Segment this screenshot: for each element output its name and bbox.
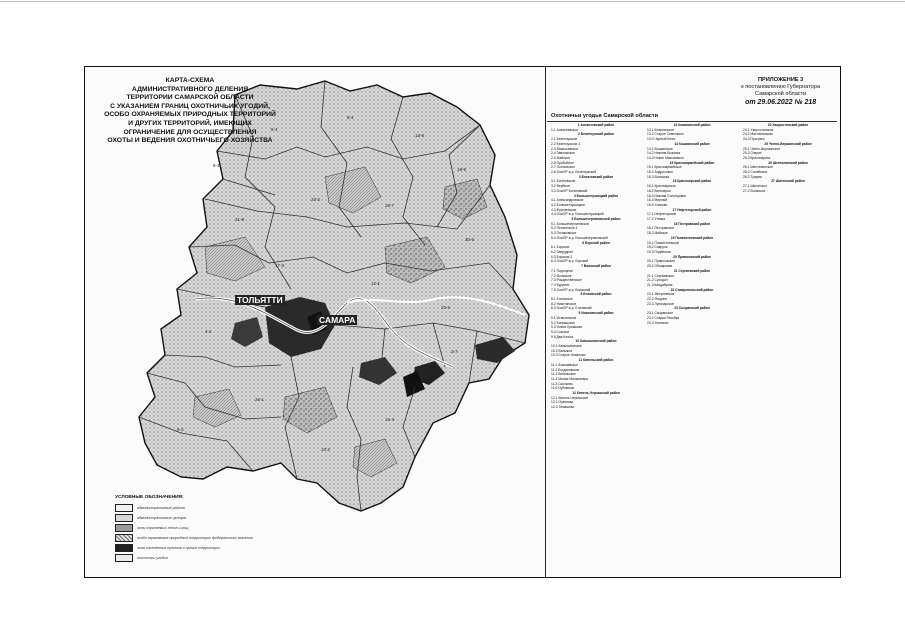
district-code-label[interactable]: 19-5 <box>457 167 467 172</box>
district-code-label[interactable]: 3-7 <box>451 349 458 354</box>
hunting-ground-item: 8-2 Никитинское <box>551 301 577 306</box>
district-code-label[interactable]: 10-2 <box>321 447 331 452</box>
district-header: 16 Красноярский район <box>672 179 712 184</box>
legend-item <box>115 513 305 523</box>
hunting-ground-item: 27-2 Волжское <box>743 188 766 193</box>
district-header: 23 Сызранский район <box>674 306 710 311</box>
hunting-column <box>647 123 737 325</box>
hunting-ground-item: 2-4 Заволжское <box>551 151 575 156</box>
hunting-ground-item: 13-3 Черный Ключ <box>647 137 676 142</box>
hunting-ground-item: 21-1 Сергиевское <box>647 273 674 278</box>
district-code-label[interactable]: 9-3 <box>177 427 184 432</box>
hunting-ground-item: 9-2 Багряшское <box>551 320 575 325</box>
hunting-column <box>551 123 641 410</box>
hunting-ground-item: 26-3 Туарма <box>743 174 762 179</box>
hunting-ground-item: 7-5 ОоиОР ж.р. Волжский <box>551 287 591 292</box>
district-header: 27 Шигонский район <box>771 179 805 184</box>
district-block <box>551 132 641 174</box>
hunting-ground-item: 25-1 Челно-Вершинское <box>743 146 781 151</box>
district-header: 14 Кошкинский район <box>674 141 710 146</box>
district-header: 10 Камышлинский район <box>575 339 617 344</box>
district-code-label[interactable]: 6-4 <box>271 127 278 132</box>
district-code-label[interactable]: 4-2 <box>205 329 212 334</box>
district-block <box>551 358 641 391</box>
map-pane <box>85 67 546 577</box>
map-title-line: С УКАЗАНИЕМ ГРАНИЦ ОХОТНИЧЬИХ УГОДИЙ, <box>110 102 270 110</box>
hunting-ground-item: 16-2 Белозерки <box>647 188 671 193</box>
legend-label: охотничьи угодья <box>137 556 168 560</box>
hunting-ground-item: 2-6 Прибойное <box>551 160 574 165</box>
hunting-ground-item: 21-3 Кандабулак <box>647 282 673 287</box>
district-header: 4 Большеглушицкий район <box>573 193 619 198</box>
district-header: 5 Большечерниговский район <box>571 217 621 222</box>
hunting-ground-item: 20-1 Приволжское <box>647 259 675 264</box>
map-title-line: ОХОТЫ И ВЕДЕНИЯ ОХОТНИЧЬЕГО ХОЗЯЙСТВА <box>107 137 273 145</box>
legend-label: особо охраняемые природные территории федерального значения <box>137 536 253 540</box>
district-code-label[interactable]: 22-5 <box>441 305 451 310</box>
hunting-ground-item: 3-1 Богатовское <box>551 179 576 184</box>
city-label-samara[interactable]: САМАРА <box>319 315 356 325</box>
district-code-label[interactable]: 26-1 <box>255 397 265 402</box>
hunting-ground-item: 6-1 Борское <box>551 245 570 250</box>
hunting-ground-item: 14-3 Новое Максимкино <box>647 155 684 160</box>
map-title <box>85 77 295 146</box>
hunting-ground-item: 9-3 Новое Ермаково <box>551 325 583 330</box>
district-header: 6 Борский район <box>582 240 610 245</box>
district-code-label[interactable]: 12-1 <box>371 281 381 286</box>
hunting-ground-item: 25-3 Краснояриха <box>743 155 771 160</box>
map-title-line: КАРТА-СХЕМА <box>165 77 215 84</box>
hunting-ground-item: 3-2 Вербное <box>551 184 570 189</box>
district-header: 15 Красноармейский район <box>669 160 715 165</box>
hunting-ground-item: 24-1 Хворостянское <box>743 127 774 132</box>
district-block <box>647 222 737 236</box>
approval-date: от 29.06.2022 № 218 <box>745 99 817 106</box>
approval-stamp <box>741 77 820 106</box>
hunting-ground-item: 10-3 Старое Усманово <box>551 353 586 358</box>
legend-swatch-settlements <box>115 544 133 552</box>
district-code-label[interactable]: 16-4 <box>385 417 395 422</box>
district-block <box>551 175 641 194</box>
city-label-tolyatti[interactable]: ТОЛЬЯТТИ <box>237 295 283 305</box>
map-title-line: ОГРАНИЧЕНИЕ ДЛЯ ОСУЩЕСТВЛЕНИЯ <box>123 128 257 136</box>
district-header: 9 Исаклинский район <box>578 311 614 316</box>
hunting-ground-item: 16-5 Хилково <box>647 202 668 207</box>
hunting-grounds-list <box>551 123 839 573</box>
hunting-grounds-title: Охотничьи угодья Самарской области <box>551 113 659 119</box>
map-legend <box>115 495 305 563</box>
district-block <box>743 179 833 193</box>
hunting-column <box>743 123 833 194</box>
district-header: 8 Елховский район <box>580 292 612 297</box>
hunting-ground-item: 23-1 Сызранское <box>647 311 674 316</box>
district-header: 26 Шенталинский район <box>768 160 808 165</box>
hunting-ground-item: 18-1 Пестравское <box>647 226 675 231</box>
district-block <box>551 123 641 132</box>
info-pane <box>547 67 840 577</box>
district-block <box>551 217 641 241</box>
hunting-ground-item: 8-1 Елховское <box>551 297 573 302</box>
hunting-ground-item: 24-2 Масленниково <box>743 132 773 137</box>
district-block <box>647 269 737 288</box>
legend-label: зоны охраняемых лесов и рощ <box>137 526 189 530</box>
legend-swatch-protected <box>115 534 133 542</box>
district-block <box>551 311 641 339</box>
district-header: 1 Алексеевский район <box>577 123 615 127</box>
hunting-ground-item: 22-1 Жигулевское <box>647 292 675 297</box>
district-block <box>647 255 737 269</box>
district-block <box>647 306 737 325</box>
hunting-ground-item: 11-1 Алакаевское <box>551 362 578 367</box>
district-header: 12 Кинель-Черкасский район <box>572 391 620 396</box>
hunting-ground-item: 5-2 Пензенское-1 <box>551 226 578 231</box>
district-header: 18 Пестравский район <box>673 221 711 226</box>
legend-item <box>115 523 305 533</box>
hunting-ground-item: 2-3 Васильевское <box>551 146 579 151</box>
hunting-ground-item: 15-3 Волчанка <box>647 174 670 179</box>
district-block <box>551 339 641 358</box>
district-block <box>551 292 641 311</box>
hunting-ground-item: 1-1 Алексеевское <box>551 127 578 132</box>
district-header: 24 Хворостянский район <box>767 123 809 127</box>
map-title-line: ОСОБО ОХРАНЯЕМЫХ ПРИРОДНЫХ ТЕРРИТОРИЙ <box>104 111 276 119</box>
hunting-ground-item: 19-2 Савруха <box>647 245 668 250</box>
district-code-label[interactable]: 8-4 <box>347 115 354 120</box>
hunting-ground-item: 4-2 Большеглушицкое <box>551 202 585 207</box>
hunting-ground-item: 16-1 Красноярское <box>647 184 676 189</box>
hunting-ground-item: 15-2 Андросовка <box>647 170 673 175</box>
legend-swatch-hunting <box>115 554 133 562</box>
hunting-ground-item: 4-4 ОоиОР ж.р. Большеглушицкий <box>551 212 604 217</box>
hunting-ground-item: 12-2 Ореховка <box>551 400 574 405</box>
hunting-ground-item: 19-1 Похвистневское <box>647 240 680 245</box>
hunting-ground-item: 22-3 Луначарское <box>647 301 675 306</box>
map-sheet <box>84 66 841 578</box>
map-title-line: ТЕРРИТОРИИ САМАРСКОЙ ОБЛАСТИ <box>126 94 254 102</box>
hunting-ground-item: 3-3 ОоиОР Богатовский <box>551 188 588 193</box>
legend-title: УСЛОВНЫЕ ОБОЗНАЧЕНИЯ: <box>115 495 184 500</box>
district-block <box>743 161 833 180</box>
approval-line: к постановлению Губернатора <box>741 84 820 90</box>
hunting-ground-item: 8-3 ОоиОР ж.р. Елховский <box>551 306 592 311</box>
hunting-ground-item: 11-6 Чубовское <box>551 386 575 391</box>
hunting-ground-item: 4-3 Фрунзенское <box>551 207 577 212</box>
district-code-label[interactable]: 21-9 <box>235 217 245 222</box>
hunting-ground-item: 17-2 Утевка <box>647 217 666 222</box>
approval-line: ПРИЛОЖЕНИЕ 3 <box>758 77 804 83</box>
hunting-ground-item: 9-1 Исаклинское <box>551 315 577 320</box>
district-header: 17 Нефтегорский район <box>672 207 712 212</box>
hunting-ground-item: 15-1 Красноармейское <box>647 165 682 170</box>
scan-edge <box>0 1 905 2</box>
district-header: 2 Безенчукский район <box>577 132 615 137</box>
hunting-ground-item: 6-3 Борское-2 <box>551 254 573 259</box>
district-header: 19 Похвистневский район <box>670 235 714 240</box>
hunting-ground-item: 21-2 Суходол <box>647 278 668 283</box>
hunting-ground-item: 27-1 Шигонское <box>743 184 767 189</box>
district-block <box>551 264 641 292</box>
hunting-ground-item: 2-8 ОоиОР ж.р. Безенчукский <box>551 170 597 175</box>
district-header: 22 Ставропольский район <box>670 287 714 292</box>
hunting-ground-item: 16-4 Мирный <box>647 198 667 203</box>
hunting-ground-item: 12-3 Тимашево <box>551 405 575 410</box>
hunting-ground-item: 2-5 Майское <box>551 155 570 160</box>
legend-label: зоны населённых пунктов и прочие территории <box>137 546 221 550</box>
district-code-label[interactable]: 13-6 <box>415 133 425 138</box>
hunting-ground-item: 2-1 Безенчукское <box>551 137 578 142</box>
district-block <box>647 288 737 307</box>
district-code-label[interactable]: 25-7 <box>385 203 395 208</box>
hunting-ground-item: 14-1 Кошкинское <box>647 146 673 151</box>
district-header: 20 Приволжский район <box>673 254 711 259</box>
hunting-ground-item: 2-2 Безенчукское-1 <box>551 141 581 146</box>
district-block <box>647 179 737 207</box>
hunting-ground-item: 9-4 Сокское <box>551 329 570 334</box>
district-block <box>647 123 737 142</box>
hunting-ground-item: 24-3 Прогресс <box>743 137 765 142</box>
hunting-ground-item: 17-1 Нефтегорское <box>647 212 677 217</box>
district-code-label[interactable]: 23-2 <box>311 197 321 202</box>
hunting-ground-item: 5-4 ОоиОР ж.р. Большечерниговский <box>551 235 608 240</box>
district-header: 13 Клявлинский район <box>673 123 711 127</box>
hunting-ground-item: 12-1 Кинель-Черкасское <box>551 395 589 400</box>
hunting-ground-item: 6-2 Запрудное <box>551 249 574 254</box>
hunting-ground-item: 23-2 Старая Рачейка <box>647 315 680 320</box>
hunting-ground-item: 11-5 Сколково <box>551 381 573 386</box>
hunting-ground-item: 20-2 Обшаровка <box>647 264 673 269</box>
divider <box>547 121 837 122</box>
hunting-ground-item: 26-1 Шенталинское <box>743 165 773 170</box>
hunting-ground-item: 10-2 Балыкла <box>551 348 573 353</box>
approval-line: Самарской области <box>754 91 807 97</box>
legend-swatch-forests <box>115 524 133 532</box>
legend-item <box>115 533 305 543</box>
hunting-ground-item: 2-7 Осиновское <box>551 165 575 170</box>
hunting-ground-item: 18-2 Майское <box>647 231 668 236</box>
hunting-ground-item: 14-2 Нижняя Быковка <box>647 151 681 156</box>
hunting-ground-item: 13-1 Клявлинское <box>647 127 675 132</box>
district-block <box>647 142 737 161</box>
district-block <box>743 142 833 161</box>
district-header: 25 Челно-Вершинский район <box>764 141 812 146</box>
hunting-ground-item: 7-3 Рождественское <box>551 278 582 283</box>
hunting-ground-item: 16-3 Нижняя Солонцовка <box>647 193 686 198</box>
district-code-label[interactable]: 17-3 <box>275 263 285 268</box>
hunting-ground-item: 26-2 Салейкино <box>743 170 768 175</box>
district-block <box>551 241 641 265</box>
hunting-ground-item: 10-1 Камышлинское <box>551 344 582 349</box>
hunting-ground-item: 23-3 Усинское <box>647 320 669 325</box>
hunting-ground-item: 7-1 Подгорное <box>551 268 574 273</box>
hunting-ground-item: 6-4 ОоиОР ж.р. Борский <box>551 259 588 264</box>
hunting-ground-item: 4-1 Александровское <box>551 198 584 203</box>
district-block <box>551 194 641 218</box>
district-header: 3 Богатовский район <box>578 174 614 179</box>
hunting-ground-item: 11-2 Богдановское <box>551 367 580 372</box>
district-header: 7 Волжский район <box>581 264 611 269</box>
legend-swatch-centers <box>115 514 133 522</box>
district-block <box>647 236 737 255</box>
map-title-line: И ДРУГИХ ТЕРРИТОРИЙ, ИМЕЮЩИХ <box>128 119 252 127</box>
district-block <box>647 161 737 180</box>
hunting-ground-item: 25-2 Озерки <box>743 151 762 156</box>
hunting-ground-item: 5-3 Поляковское <box>551 231 577 236</box>
hunting-ground-item: 22-2 Ягодное <box>647 297 668 302</box>
legend-item <box>115 543 305 553</box>
map-title-line: АДМИНИСТРАТИВНОГО ДЕЛЕНИЯ <box>131 85 249 93</box>
district-header: 21 Сергиевский район <box>673 268 711 273</box>
district-block <box>647 208 737 222</box>
legend-label: административные районы <box>137 506 186 510</box>
hunting-ground-item: 19-3 Подбельск <box>647 249 671 254</box>
district-code-label[interactable]: 5-1 <box>213 163 220 168</box>
district-block <box>551 391 641 410</box>
district-header: 11 Кинельский район <box>578 358 614 363</box>
hunting-ground-item: 7-4 Курумоч <box>551 282 570 287</box>
hunting-ground-item: 9-5 Два Ключа <box>551 334 574 339</box>
hunting-ground-item: 7-2 Волжское <box>551 273 572 278</box>
district-block <box>743 123 833 142</box>
hunting-ground-item: 11-4 Малая Малышевка <box>551 376 588 381</box>
hunting-ground-item: 11-3 Кинельское <box>551 372 577 377</box>
legend-item <box>115 553 305 563</box>
legend-swatch-districts <box>115 504 133 512</box>
legend-item <box>115 503 305 513</box>
legend-label: административные центры <box>137 516 187 520</box>
hunting-ground-item: 5-1 Большечерниговское <box>551 221 590 226</box>
district-code-label[interactable]: 30-6 <box>465 237 475 242</box>
hunting-ground-item: 13-2 Старое Семенкино <box>647 132 684 137</box>
